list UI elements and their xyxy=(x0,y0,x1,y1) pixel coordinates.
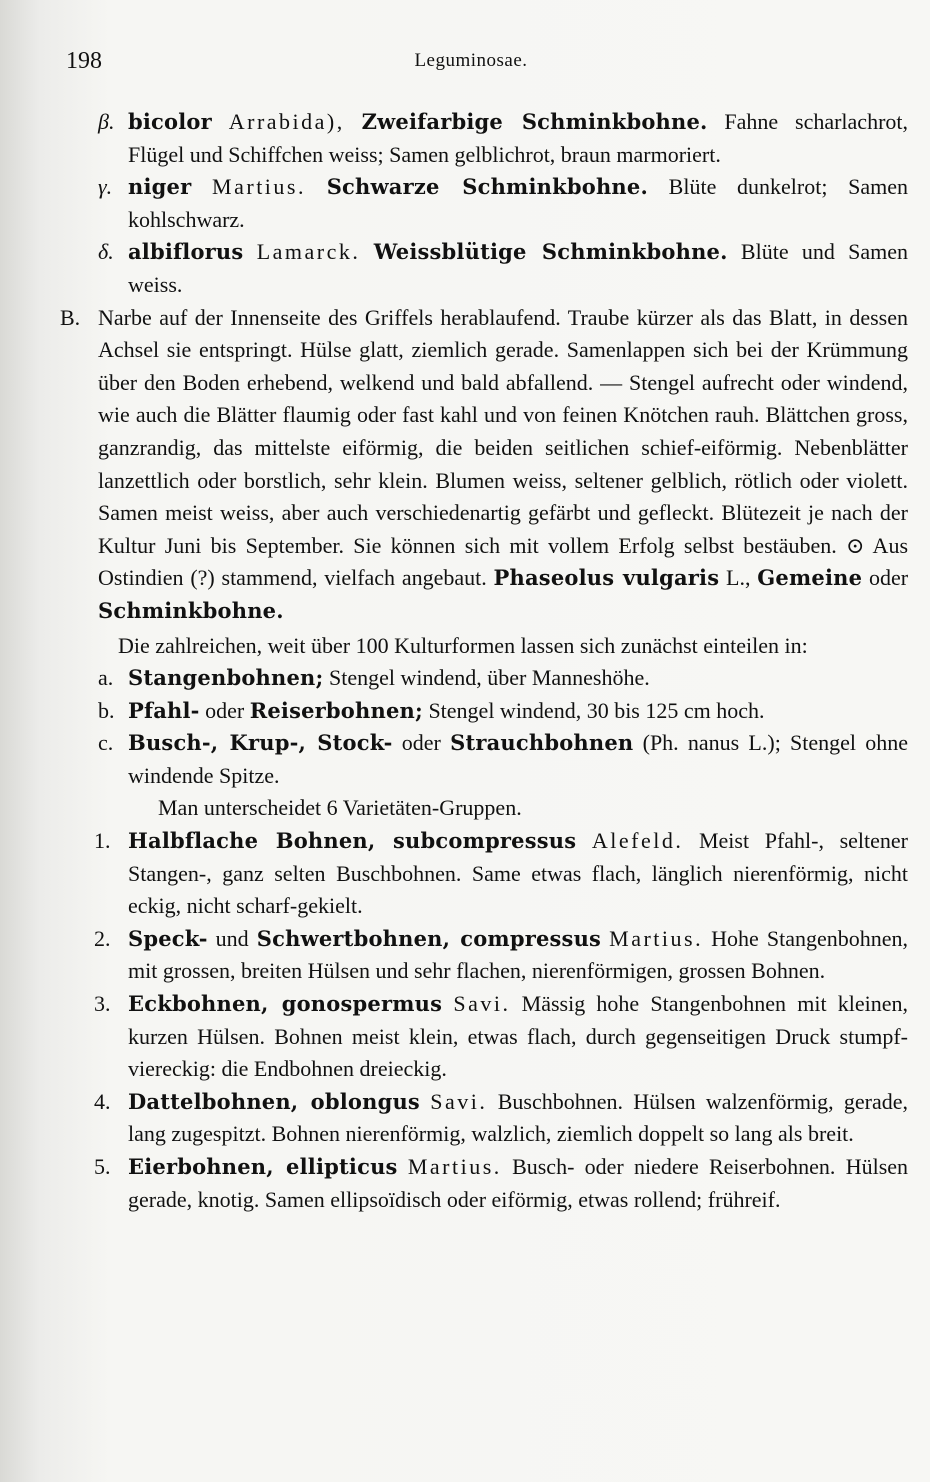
variety-author: Arrabida), xyxy=(228,109,345,134)
group-description: Hohe Stangenbohnen, mit grossen, breiten Hülsen und sehr flachen, nierenförmigen, grossen Bohnen. xyxy=(128,925,909,984)
variety-name: niger xyxy=(128,174,192,200)
variety-common-name: Schwarze Schminkbohne. xyxy=(326,174,648,200)
variety-description: Fahne scharlachrot, Flügel und Schiffchen weiss; Samen gelblichrot, braun marmoriert. xyxy=(128,109,909,167)
variety-marker: δ. xyxy=(98,239,114,265)
variety-common-name: Weissblütige Schminkbohne. xyxy=(373,239,728,265)
group-entry xyxy=(60,1151,908,1216)
page-body xyxy=(60,106,908,1216)
group-author: Savi. xyxy=(430,1088,488,1114)
group-marker: 3. xyxy=(94,991,111,1017)
group-author: Martius. xyxy=(407,1154,502,1179)
running-head: Leguminosae. xyxy=(414,50,528,71)
cultivar-intro: Die zahlreichen, weit über 100 Kulturformen lassen sich zunächst einteilen in: xyxy=(118,632,808,658)
species-common-name-2: Schminkbohne. xyxy=(98,597,284,623)
variety-description: Blüte und Samen weiss. xyxy=(128,239,909,297)
kind-entry-c xyxy=(60,727,908,792)
group-author: Martius. xyxy=(609,925,704,951)
group-author: Savi. xyxy=(453,991,511,1017)
variety-name: albiflorus xyxy=(128,239,244,265)
variety-common-name: Zweifarbige Schminkbohne. xyxy=(361,109,708,134)
group-description: Meist Pfahl-, seltener Stangen-, ganz selten Buschbohnen. Same etwas flach, länglich nierenförmig, nicht eckig, nicht scharf-gekielt. xyxy=(128,828,909,919)
variety-marker: γ. xyxy=(98,174,113,200)
species-author: L., xyxy=(726,565,751,591)
kind-part: Stengel windend, 30 bis 125 cm hoch. xyxy=(422,697,765,723)
group-name-part: und xyxy=(207,925,257,951)
section-b xyxy=(60,302,908,628)
variety-name: bicolor xyxy=(128,109,212,134)
group-description: Busch- oder niedere Reiserbohnen. Hülsen gerade, knotig. Samen ellipsoïdisch oder eiförmig, etwas rollend; frühreif. xyxy=(128,1154,909,1212)
species-common-name-1: Gemeine xyxy=(757,565,863,591)
variety-entry xyxy=(60,106,908,171)
groups-intro: Man unterscheidet 6 Varietäten-Gruppen. xyxy=(158,795,522,821)
group-name: Dattelbohnen, oblongus xyxy=(128,1088,420,1114)
kind-part: oder xyxy=(199,697,250,723)
variety-entry xyxy=(60,236,908,301)
group-name: Halbflache Bohnen, subcompressus xyxy=(128,828,577,854)
group-description: Mässig hohe Stangenbohnen mit kleinen, kurzen Hülsen. Bohnen meist klein, etwas flach, durch gegenseitigen Druck stumpf-viereckig: die Endbohnen dreieckig. xyxy=(128,991,909,1082)
group-name-part: Speck- xyxy=(128,925,208,951)
page-number: 198 xyxy=(66,48,102,74)
species-common-join: oder xyxy=(868,565,909,591)
group-marker: 5. xyxy=(94,1154,111,1179)
group-description: Buschbohnen. Hülsen walzenförmig, gerade, lang zugespitzt. Bohnen nierenförmig, walzlich, ziemlich doppelt so lang als breit. xyxy=(128,1088,909,1147)
kind-part: (Ph. nanus L.); Stengel ohne windende Spitze. xyxy=(128,730,908,788)
species-name: Phaseolus vulgaris xyxy=(493,565,720,591)
group-name-part: Schwertbohnen, compressus xyxy=(256,925,602,951)
variety-author: Lamarck. xyxy=(256,239,361,265)
group-entry xyxy=(60,1086,908,1151)
kind-part: Stengel windend, über Manneshöhe. xyxy=(323,665,650,691)
kind-marker: b. xyxy=(98,697,115,723)
group-marker: 1. xyxy=(94,828,111,854)
kind-part: oder xyxy=(392,730,451,756)
group-entry xyxy=(60,923,908,988)
kind-marker: c. xyxy=(98,730,114,756)
page-header xyxy=(66,48,876,78)
kind-part: Reiserbohnen; xyxy=(249,697,423,723)
section-marker: B. xyxy=(60,304,81,330)
variety-entry xyxy=(60,171,908,236)
variety-marker: β. xyxy=(98,109,115,134)
group-marker: 2. xyxy=(94,925,111,951)
variety-description: Blüte dunkelrot; Samen kohlschwarz. xyxy=(128,174,909,232)
group-entry xyxy=(60,988,908,1086)
group-name: Eierbohnen, ellipticus xyxy=(128,1154,398,1179)
group-marker: 4. xyxy=(94,1088,111,1114)
kind-entry-b xyxy=(60,695,908,728)
group-name: Eckbohnen, gonospermus xyxy=(128,991,443,1017)
kind-part: Pfahl- xyxy=(128,697,200,723)
section-b-text: Narbe auf der Innenseite des Griffels herablaufend. Traube kürzer als das Blatt, in dessen Achsel sie entspringt. Hülse glatt, ziemlich gerade. Samenlappen sich bei der Krümmung über den Boden erhebend, welkend und bald abfallend. — Stengel aufrecht oder windend, wie auch die Blätter flaumig oder fast kahl und von feinen Knötchen rauh. Blättchen gross, ganzrandig, das mittelste eiförmig, die beiden seitlichen schief-eiförmig. Nebenblätter lanzettlich oder borstlich, sehr klein. Blumen weiss, seltener gelblich, rötlich oder violett. Samen meist weiss, aber auch verschiedenartig gefärbt und gefleckt. Blütezeit je nach der Kultur Juni bis September. Sie können sich mit vollem Erfolg selbst bestäuben. ⊙ Aus Ostindien (?) stammend, vielfach angebaut. xyxy=(98,304,908,591)
group-entry xyxy=(60,825,908,923)
kind-part: Busch-, Krup-, Stock- xyxy=(128,730,393,756)
group-author: Alefeld. xyxy=(591,828,684,854)
variety-author: Martius. xyxy=(212,174,306,200)
kind-marker: a. xyxy=(98,665,114,691)
kind-part: Stangenbohnen; xyxy=(128,665,324,691)
kind-entry-a xyxy=(60,662,908,695)
kind-part: Strauchbohnen xyxy=(450,730,634,756)
